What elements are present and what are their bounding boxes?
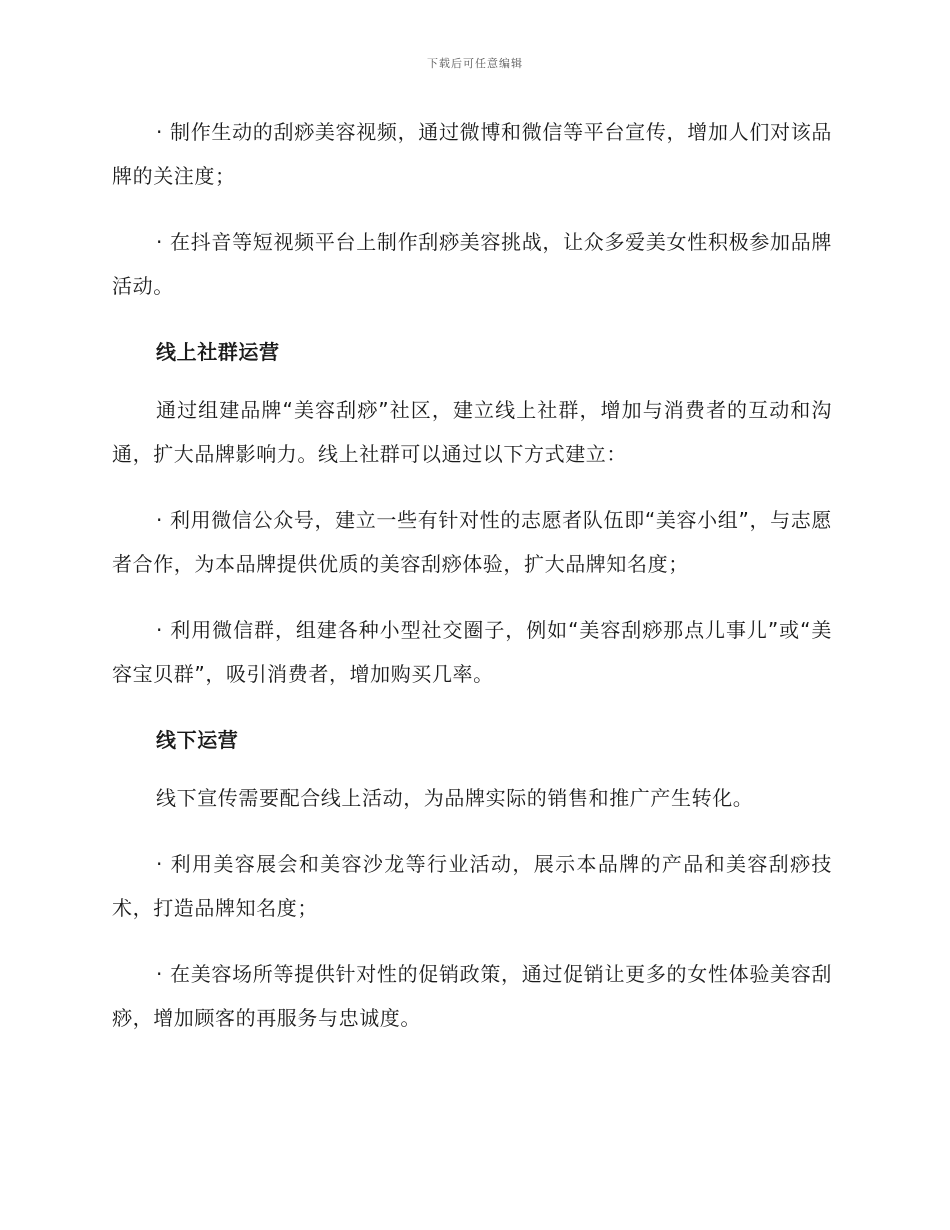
section-heading-online-community: 线上社群运营 — [156, 340, 280, 364]
bullet-paragraph-wechat-official-account: · 利用微信公众号，建立一些有针对性的志愿者队伍即“美容小组”，与志愿者合作，为本品牌提供优质的美容刮痧体验，扩大品牌知名度； — [112, 508, 832, 576]
bullet-paragraph-short-video-challenge: · 在抖音等短视频平台上制作刮痧美容挑战，让众多爱美女性积极参加品牌活动。 — [112, 230, 832, 298]
section-heading-offline-operation: 线下运营 — [156, 728, 239, 752]
bullet-paragraph-video-promotion: · 制作生动的刮痧美容视频，通过微博和微信等平台宣传，增加人们对该品牌的关注度； — [112, 120, 832, 188]
bullet-paragraph-exhibitions: · 利用美容展会和美容沙龙等行业活动，展示本品牌的产品和美容刮痧技术，打造品牌知名度； — [112, 852, 832, 920]
bullet-paragraph-wechat-groups: · 利用微信群，组建各种小型社交圈子，例如“美容刮痧那点儿事儿”或“美容宝贝群”，吸引消费者，增加购买几率。 — [112, 618, 832, 686]
paragraph-offline-intro: 线下宣传需要配合线上活动，为品牌实际的销售和推广产生转化。 — [156, 786, 754, 810]
document-body — [112, 110, 832, 1062]
bullet-paragraph-promotions: · 在美容场所等提供针对性的促销政策，通过促销让更多的女性体验美容刮痧，增加顾客的再服务与忠诚度。 — [112, 962, 832, 1030]
header-note: 下载后可任意编辑 — [427, 57, 523, 70]
paragraph-online-community-intro: 通过组建品牌“美容刮痧”社区，建立线上社群，增加与消费者的互动和沟通，扩大品牌影响力。线上社群可以通过以下方式建立： — [112, 398, 832, 466]
